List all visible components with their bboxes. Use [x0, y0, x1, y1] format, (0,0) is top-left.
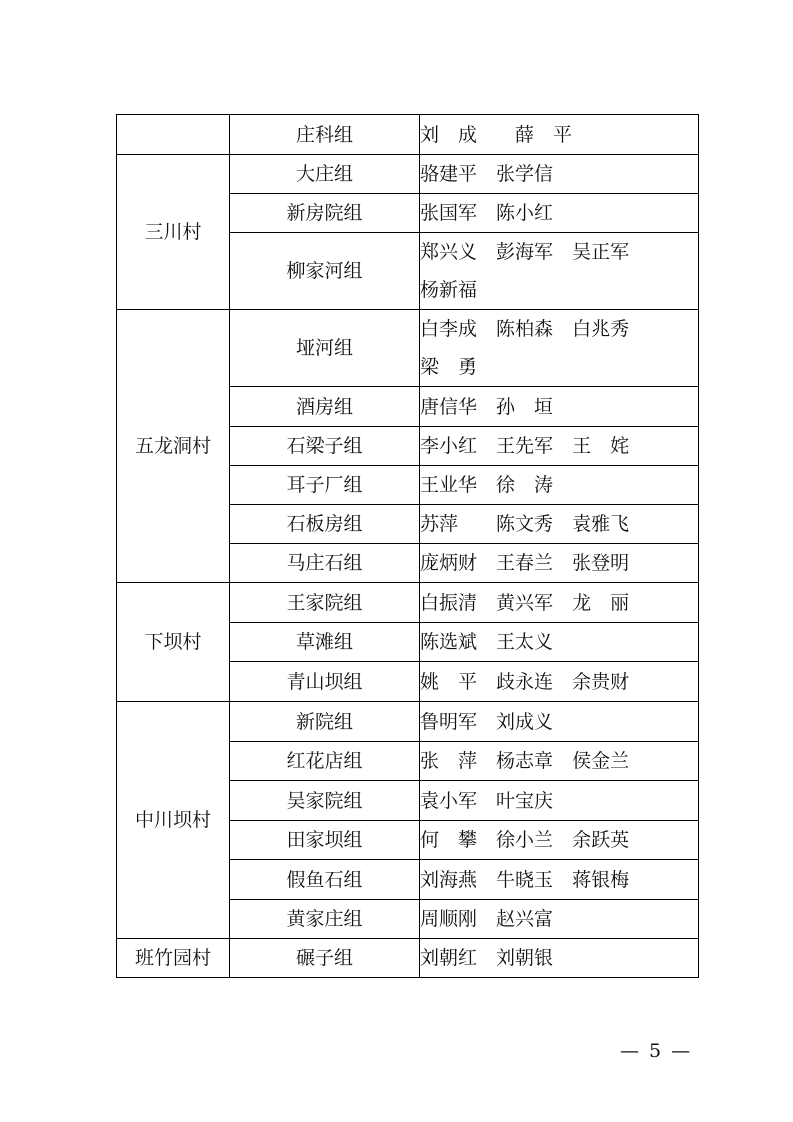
member-name: 王太义 — [496, 631, 554, 653]
group-cell: 新房院组 — [230, 194, 420, 233]
group-cell: 酒房组 — [230, 387, 420, 427]
member-name: 骆建平 — [420, 163, 478, 185]
members-cell — [420, 939, 699, 978]
member-name: 吴正军 — [572, 241, 630, 263]
members-cell — [420, 233, 699, 310]
members-cell — [420, 821, 699, 860]
table-row — [117, 310, 699, 387]
members-cell — [420, 900, 699, 939]
group-cell: 王家院组 — [230, 583, 420, 623]
group-cell: 黄家庄组 — [230, 900, 420, 939]
member-name: 庞炳财 — [420, 552, 478, 574]
group-cell: 田家坝组 — [230, 821, 420, 860]
group-cell: 碾子组 — [230, 939, 420, 978]
member-name: 张国军 — [420, 202, 478, 224]
members-cell — [420, 544, 699, 583]
member-name: 鲁明军 — [420, 710, 478, 733]
member-name: 王业华 — [420, 474, 478, 496]
group-cell: 青山坝组 — [230, 662, 420, 702]
village-cell — [117, 115, 230, 155]
member-name: 牛晓玉 — [496, 868, 554, 891]
member-name: 周顺刚 — [420, 908, 478, 930]
members-cell — [420, 702, 699, 742]
members-cell — [420, 155, 699, 194]
group-cell: 石板房组 — [230, 505, 420, 544]
member-name: 刘 成 — [420, 123, 478, 146]
page-number: — 5 — — [620, 1040, 693, 1062]
group-cell: 吴家院组 — [230, 781, 420, 821]
member-name: 陈小红 — [496, 202, 554, 224]
group-cell: 垭河组 — [230, 310, 420, 387]
member-name: 郑兴义 — [420, 241, 478, 263]
member-name: 刘海燕 — [420, 868, 478, 891]
members-cell — [420, 860, 699, 900]
members-cell — [420, 583, 699, 623]
member-name: 陈选斌 — [420, 631, 478, 653]
table-row — [117, 115, 699, 155]
member-name: 何 攀 — [420, 829, 478, 851]
group-cell: 大庄组 — [230, 155, 420, 194]
roster-table — [116, 114, 699, 978]
member-name: 张 萍 — [420, 750, 478, 772]
member-name: 袁小军 — [420, 789, 478, 812]
members-cell — [420, 623, 699, 662]
members-cell — [420, 466, 699, 505]
member-name: 刘成义 — [496, 710, 554, 733]
members-cell — [420, 662, 699, 702]
member-name: 歧永连 — [496, 670, 554, 693]
group-cell: 草滩组 — [230, 623, 420, 662]
member-name: 张登明 — [572, 552, 630, 574]
member-name: 杨新福 — [420, 279, 478, 301]
members-cell — [420, 427, 699, 466]
member-name: 陈柏森 — [496, 318, 554, 340]
member-name: 白李成 — [420, 318, 478, 340]
members-cell — [420, 194, 699, 233]
member-name: 赵兴富 — [496, 908, 554, 930]
members-cell — [420, 742, 699, 781]
member-name: 王 姹 — [572, 435, 630, 457]
member-name: 白振清 — [420, 591, 478, 614]
table-row — [117, 583, 699, 623]
members-cell — [420, 115, 699, 155]
group-cell: 马庄石组 — [230, 544, 420, 583]
village-cell: 三川村 — [117, 155, 230, 310]
member-name: 唐信华 — [420, 395, 478, 418]
group-cell: 新院组 — [230, 702, 420, 742]
group-cell: 耳子厂组 — [230, 466, 420, 505]
member-name: 余贵财 — [572, 670, 630, 693]
member-name: 梁 勇 — [420, 356, 478, 378]
member-name: 余跃英 — [572, 829, 630, 851]
village-cell: 下坝村 — [117, 583, 230, 702]
group-cell: 柳家河组 — [230, 233, 420, 310]
member-name: 王春兰 — [496, 552, 554, 574]
members-cell — [420, 387, 699, 427]
member-name: 徐小兰 — [496, 829, 554, 851]
member-name: 龙 丽 — [572, 591, 630, 614]
member-name: 袁雅飞 — [572, 513, 630, 535]
member-name: 刘朝红 — [420, 947, 478, 969]
member-name: 蒋银梅 — [572, 868, 630, 891]
member-name: 彭海军 — [496, 241, 554, 263]
group-cell: 庄科组 — [230, 115, 420, 155]
member-name: 侯金兰 — [572, 750, 630, 772]
member-name: 黄兴军 — [496, 591, 554, 614]
village-cell: 五龙洞村 — [117, 310, 230, 583]
member-name: 孙 垣 — [496, 395, 554, 418]
member-name: 张学信 — [496, 163, 554, 185]
member-name: 叶宝庆 — [496, 789, 554, 812]
member-name: 杨志章 — [496, 750, 554, 772]
member-name: 刘朝银 — [496, 947, 554, 969]
members-cell — [420, 310, 699, 387]
members-cell — [420, 505, 699, 544]
group-cell: 红花店组 — [230, 742, 420, 781]
members-cell — [420, 781, 699, 821]
member-name: 陈文秀 — [496, 513, 554, 535]
member-name: 苏萍 — [420, 513, 478, 535]
table-row — [117, 702, 699, 742]
member-name: 白兆秀 — [572, 318, 630, 340]
member-name: 姚 平 — [420, 670, 478, 693]
member-name: 徐 涛 — [496, 474, 554, 496]
group-cell: 假鱼石组 — [230, 860, 420, 900]
member-name: 李小红 — [420, 435, 478, 457]
table-row — [117, 939, 699, 978]
member-name: 王先军 — [496, 435, 554, 457]
table-row — [117, 155, 699, 194]
village-cell: 班竹园村 — [117, 939, 230, 978]
member-name: 薛 平 — [515, 123, 573, 146]
group-cell: 石梁子组 — [230, 427, 420, 466]
village-cell: 中川坝村 — [117, 702, 230, 939]
